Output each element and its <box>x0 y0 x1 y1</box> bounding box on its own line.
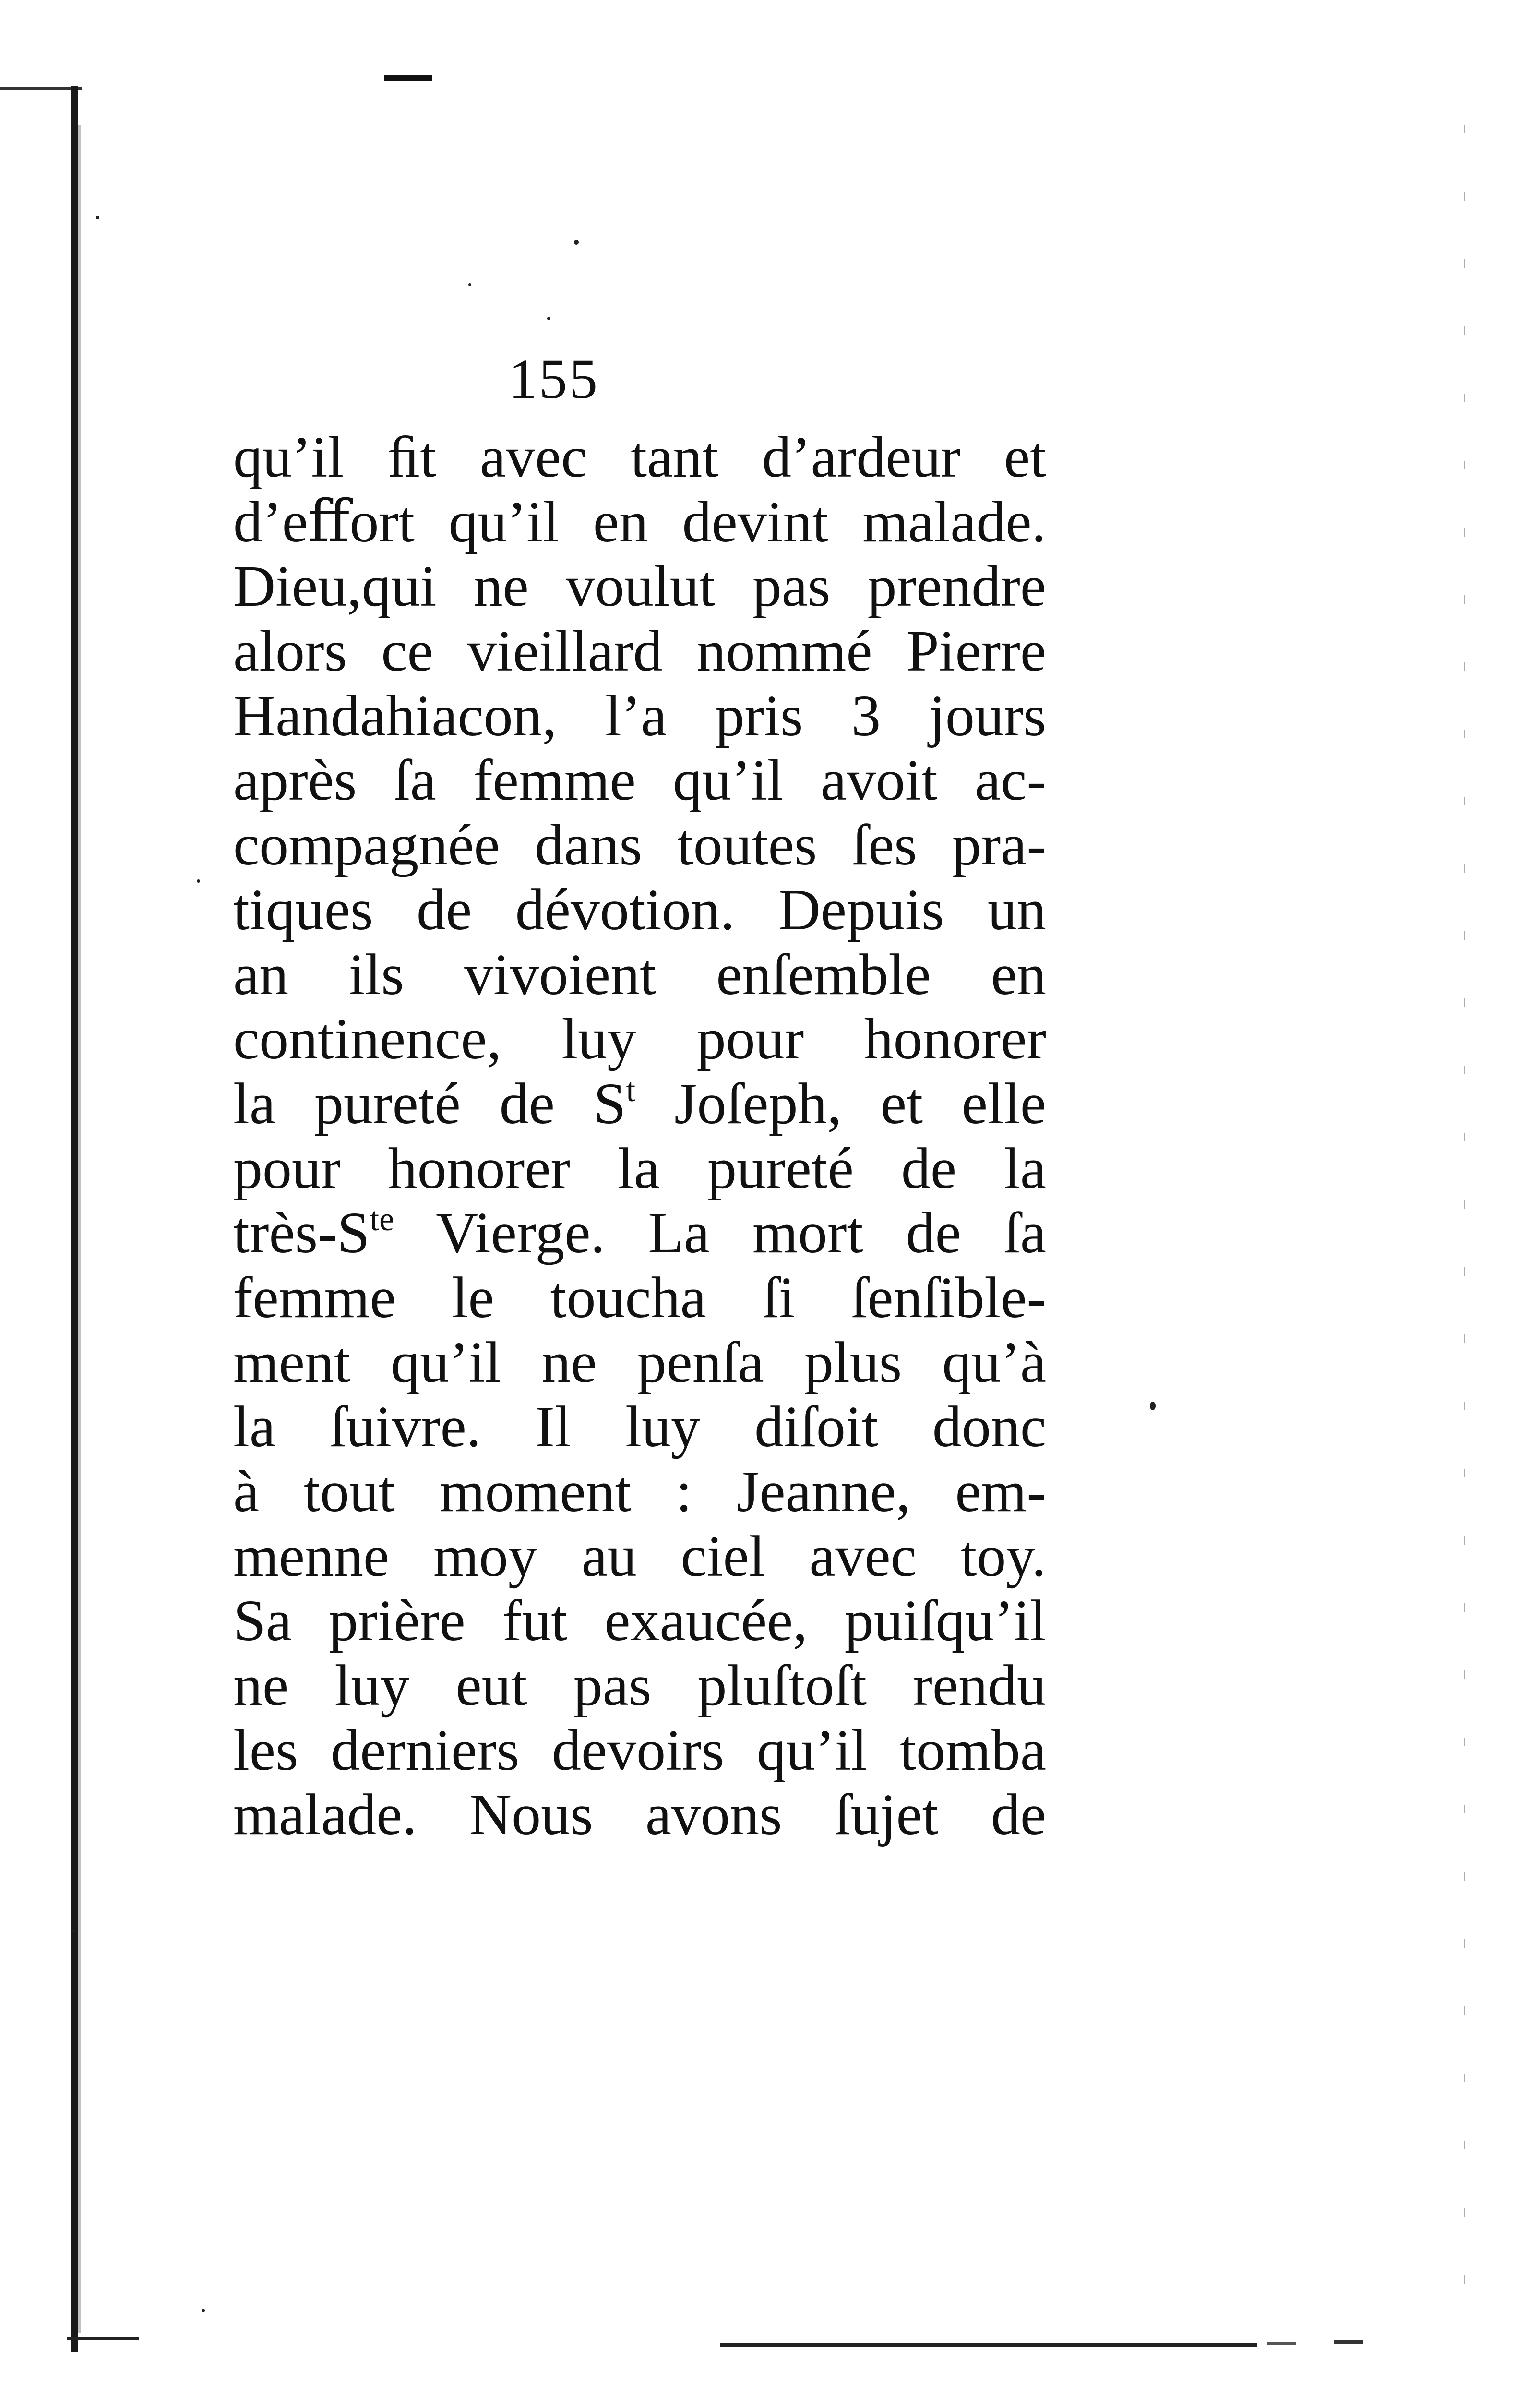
text-line: à tout moment : Jeanne, em- <box>233 1460 1046 1524</box>
text-line <box>233 1201 1046 1266</box>
scan-mark-bottom-dash <box>1267 2342 1296 2345</box>
text-line: ne luy eut pas pluſtoſt rendu <box>233 1654 1046 1718</box>
scan-speck <box>202 2309 205 2312</box>
scan-edge-right <box>1464 125 1465 2333</box>
text-line: qu’il ﬁt avec tant d’ardeur et <box>233 425 1046 490</box>
scan-mark-top-dash <box>384 75 432 81</box>
page-number: 155 <box>509 348 599 410</box>
text-fragment: Joſeph, et elle <box>635 1071 1046 1136</box>
scan-speck <box>574 240 579 245</box>
scan-edge-top-rule <box>0 87 82 90</box>
scan-edge-bottom-left <box>67 2337 139 2340</box>
text-fragment: Vierge. La mort de ſa <box>394 1201 1046 1266</box>
body-text <box>233 425 1046 1848</box>
text-line: d’eﬀort qu’il en devint malade. <box>233 490 1046 554</box>
scan-speck <box>1150 1402 1156 1410</box>
text-fragment: très-S <box>233 1201 370 1266</box>
scan-speck <box>468 283 471 286</box>
binding-edge <box>71 86 78 2352</box>
superscript: t <box>626 1071 636 1109</box>
scan-mark-bottom-dash <box>1334 2340 1363 2344</box>
text-line <box>233 1072 1046 1137</box>
text-line: les derniers devoirs qu’il tomba <box>233 1718 1046 1783</box>
scan-speck <box>96 216 99 219</box>
scan-edge-bottom-right <box>720 2343 1257 2347</box>
text-line: la ſuivre. Il luy diſoit donc <box>233 1395 1046 1460</box>
text-line: an ils vivoient enſemble en <box>233 942 1046 1007</box>
text-line: pour honorer la pureté de la <box>233 1136 1046 1201</box>
text-line: après ſa femme qu’il avoit ac- <box>233 748 1046 813</box>
text-line: alors ce vieillard nommé Pierre <box>233 619 1046 684</box>
scan-speck <box>72 1930 75 1932</box>
scan-speck <box>547 317 550 320</box>
text-line: menne moy au ciel avec toy. <box>233 1524 1046 1589</box>
text-fragment: la pureté de S <box>233 1071 626 1136</box>
text-line: femme le toucha ſi ſenſible- <box>233 1265 1046 1330</box>
text-line: ment qu’il ne penſa plus qu’à <box>233 1330 1046 1395</box>
text-line: Sa prière fut exaucée, puiſqu’il <box>233 1589 1046 1654</box>
text-line: tiques de dévotion. Depuis un <box>233 877 1046 942</box>
superscript: te <box>370 1201 394 1238</box>
text-line: malade. Nous avons ſujet de <box>233 1783 1046 1848</box>
text-line: Handahiacon, l’a pris 3 jours <box>233 684 1046 748</box>
text-line: Dieu,qui ne voulut pas prendre <box>233 554 1046 619</box>
text-line: compagnée dans toutes ſes pra- <box>233 813 1046 878</box>
scan-speck <box>197 879 200 883</box>
text-line: continence, luy pour honorer <box>233 1007 1046 1072</box>
binding-shadow <box>78 125 81 2333</box>
